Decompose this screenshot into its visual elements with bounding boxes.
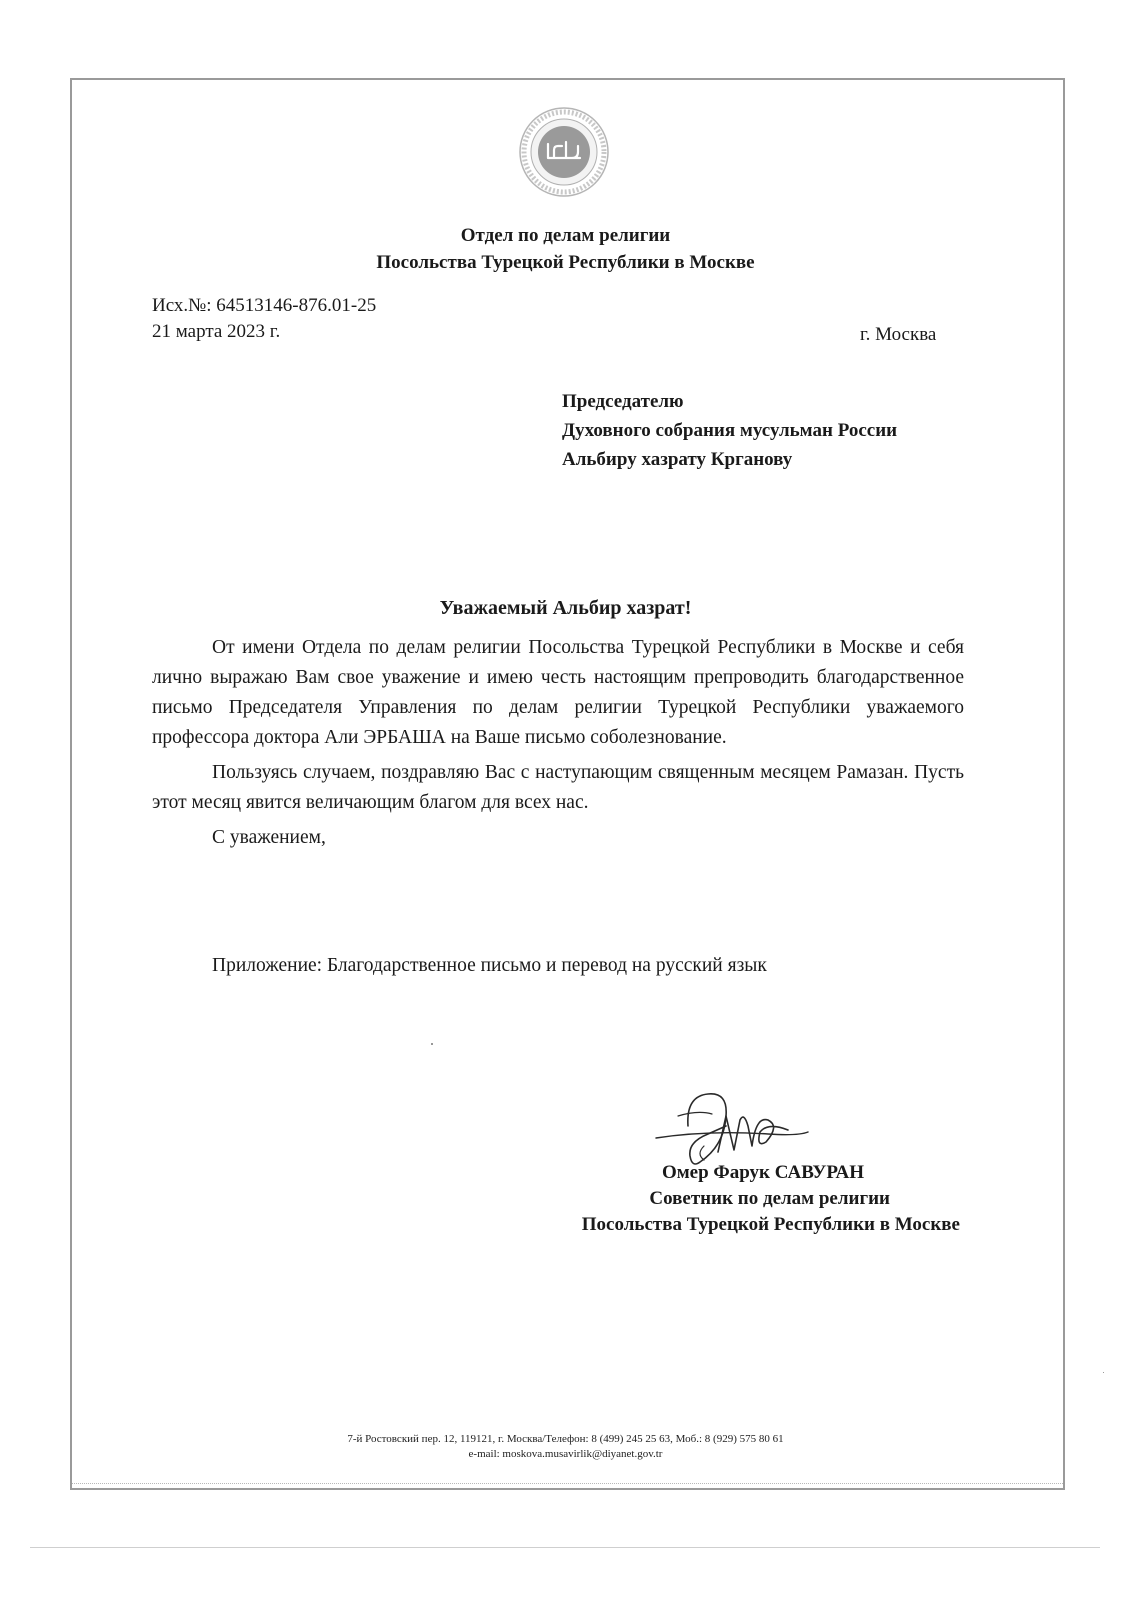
- reference-date: 21 марта 2023 г.: [152, 321, 281, 342]
- addressee-line-1: Председателю: [562, 391, 684, 412]
- header-line-2: Посольства Турецкой Республики в Москве: [376, 252, 755, 273]
- scan-speck: [431, 1043, 433, 1045]
- signer-position: Советник по делам религии: [649, 1188, 890, 1209]
- signer-name: Омер Фарук САВУРАН: [661, 1162, 864, 1183]
- addressee-block: [562, 387, 897, 474]
- body-paragraph-2: Пользуясь случаем, поздравляю Вас с наступающим священным месяцем Рамазан. Пусть этот месяц явится величающим благом для всех нас.: [152, 762, 964, 813]
- attachment-note: Приложение: Благодарственное письмо и перевод на русский язык: [212, 955, 767, 976]
- addressee-line-2: Духовного собрания мусульман России: [562, 420, 898, 441]
- letter-body: [152, 633, 964, 858]
- signer-block: [470, 1160, 960, 1238]
- salutation: Уважаемый Альбир хазрат!: [439, 597, 692, 619]
- body-paragraph-1: От имени Отдела по делам религии Посольства Турецкой Республики в Москве и себя лично выражаю Вам свое уважение и имею честь настоящим препроводить благодарственное письмо Председателя Управления по делам религии Турецкой Республики уважаемого профессора доктора Али ЭРБАША на Ваше письмо соболезнование.: [152, 637, 964, 748]
- department-header: [0, 222, 1131, 276]
- scan-speck: [1103, 1372, 1104, 1373]
- frame-divider: [72, 1483, 1063, 1484]
- reference-number: Исх.№: 64513146-876.01-25: [152, 295, 377, 316]
- closing-phrase: С уважением,: [212, 827, 326, 848]
- header-line-1: Отдел по делам религии: [460, 225, 671, 246]
- outgoing-reference: [152, 293, 376, 345]
- place-of-issue: г. Москва: [860, 324, 937, 345]
- diyanet-emblem-icon: [518, 106, 610, 198]
- letterhead-footer: [0, 1432, 1131, 1462]
- footer-email: e-mail: moskova.musavirlik@diyanet.gov.tr: [468, 1448, 663, 1460]
- addressee-line-3: Альбиру хазрату Крганову: [562, 449, 793, 470]
- footer-address: 7-й Ростовский пер. 12, 119121, г. Москва/Телефон: 8 (499) 245 25 63, Моб.: 8 (929) 575 80 61: [347, 1433, 784, 1445]
- scan-edge-line: [30, 1547, 1100, 1548]
- signer-organization: Посольства Турецкой Республики в Москве: [581, 1214, 960, 1235]
